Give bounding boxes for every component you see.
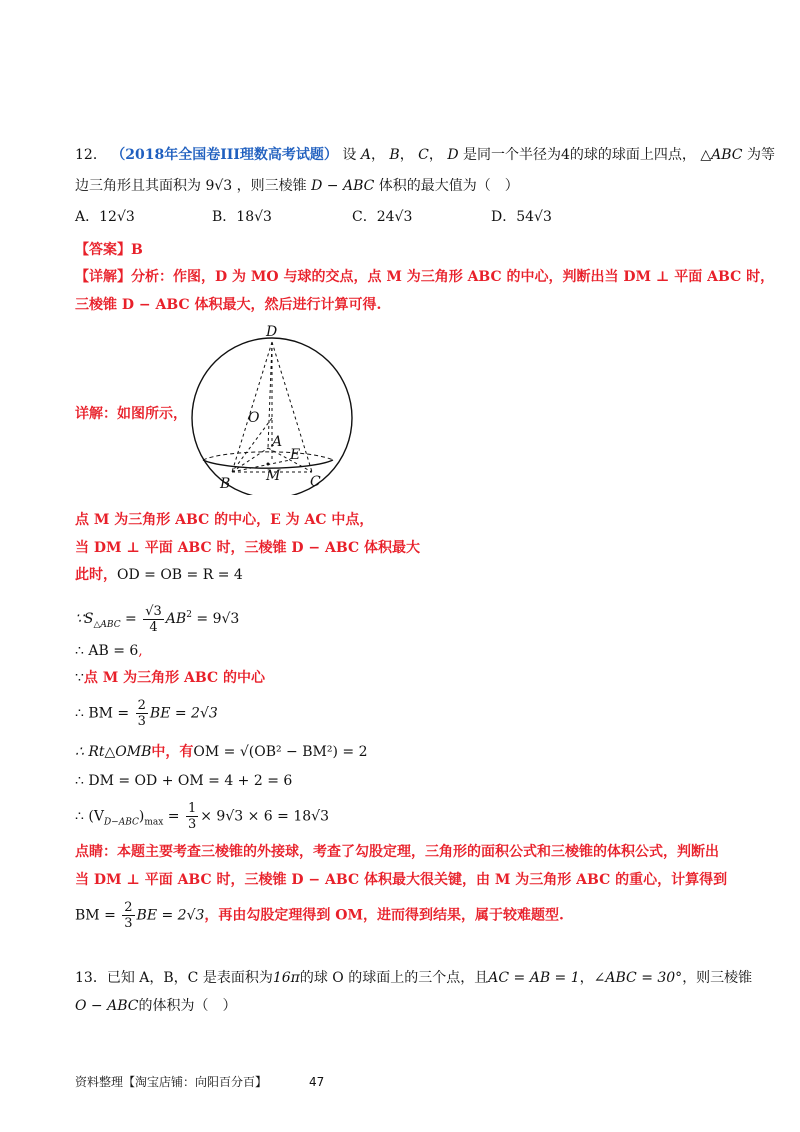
step-9: ∴ DM = OD + OM = 4 + 2 = 6 <box>75 773 293 789</box>
q12-text: 是同一个半径为4的球的球面上四点， <box>463 147 696 163</box>
q12-text: 为等 <box>746 147 775 163</box>
step-3: 此时，OD = OB = R = 4 <box>75 567 243 583</box>
q12-options <box>75 207 725 227</box>
q12-source: （2018年全国卷III理数高考试题） <box>111 147 338 163</box>
q12-stem-line1: 12． （2018年全国卷III理数高考试题） 设 A， B， C， D 是同一个半径为4的球的球面上四点， △ABC 为等 <box>75 147 775 163</box>
comment-line3: BM = $\frac{2}{3}$ BE = 2√3，再由勾股定理得到 OM，进而得到结果，属于较难题型. <box>75 900 564 931</box>
figure-caption: 详解：如图所示， <box>75 406 187 422</box>
q12-text: 体积的最大值为（ ） <box>378 178 519 194</box>
point-a: A <box>360 147 371 163</box>
q13-number: 13． <box>75 970 107 986</box>
option-d[interactable]: D．54√3 <box>491 209 552 225</box>
step-2: 当 DM ⊥ 平面 ABC 时，三棱锥 D − ABC 体积最大 <box>75 540 421 556</box>
label-d: D <box>266 324 278 340</box>
q12-tetra: D − ABC <box>311 178 375 194</box>
label-m: M <box>266 468 281 484</box>
sphere-figure <box>180 320 370 495</box>
label-a: A <box>272 434 283 450</box>
center-m-dot <box>267 463 270 466</box>
option-a[interactable]: A．12√3 <box>75 209 135 225</box>
q12-number: 12． <box>75 147 107 163</box>
label-c: C <box>310 474 321 490</box>
detail-head: 【详解】分析：作图，D 为 MO 与球的交点，点 M 为三角形 ABC 的中心，判断出当 DM ⊥ 平面 ABC 时， <box>75 269 775 285</box>
option-b[interactable]: B．18√3 <box>212 209 272 225</box>
q12-text: ，则三棱锥 <box>236 178 307 194</box>
page-footer <box>75 1073 324 1090</box>
answer: 【答案】B <box>75 242 143 258</box>
q13-line2: O − ABC的体积为（ ） <box>75 998 237 1014</box>
comment-line2: 当 DM ⊥ 平面 ABC 时，三棱锥 D − ABC 体积最大很关键，由 M 为三角形 ABC 的重心，计算得到 <box>75 872 728 888</box>
point-c: C <box>418 147 429 163</box>
point-b: B <box>389 147 400 163</box>
step-1: 点 M 为三角形 ABC 的中心，E 为 AC 中点， <box>75 512 374 528</box>
step-10: ∴ $(V_{D-ABC})_{max}$ = $\frac{1}{3}$ × 9√3 × 6 = 18√3 <box>75 801 329 832</box>
step-8: ∴ Rt△OMB中，有OM = √(OB² − BM²) = 2 <box>75 744 368 760</box>
step-6: ∵点 M 为三角形 ABC 的中心 <box>75 670 266 686</box>
point-d: D <box>447 147 459 163</box>
triangle-abc: △ABC <box>700 147 743 163</box>
step-4: $\because S_{\triangle ABC}$ = $\frac{√3}{4}$ $AB^2 = 9√3$ <box>75 603 240 635</box>
step-7: ∴ BM = $\frac{2}{3}$ BE = 2√3 <box>75 698 218 729</box>
q12-area: 9√3 <box>205 178 233 194</box>
q13-line1: 13．已知 A，B，C 是表面积为16π的球 O 的球面上的三个点，且AC = AB = 1，∠ABC = 30°，则三棱锥 <box>75 970 753 986</box>
step-5: ∴ AB = 6, <box>75 643 143 659</box>
footer-text: 资料整理【淘宝店铺：向阳百分百】 <box>75 1075 268 1089</box>
label-o: O <box>248 410 260 426</box>
label-b: B <box>220 476 231 492</box>
option-c[interactable]: C．24√3 <box>352 209 413 225</box>
q12-stem-line2 <box>75 176 519 196</box>
equator-back <box>203 452 333 460</box>
label-e: E <box>290 447 301 463</box>
q12-text: 边三角形且其面积为 <box>75 178 201 194</box>
page-number: 47 <box>309 1075 325 1089</box>
comment-line1: 点睛：本题主要考查三棱锥的外接球，考查了勾股定理，三角形的面积公式和三棱锥的体积公式，判断出 <box>75 844 719 860</box>
detail-head2: 三棱锥 D − ABC 体积最大，然后进行计算可得. <box>75 297 382 313</box>
q12-text: 设 <box>342 147 357 163</box>
